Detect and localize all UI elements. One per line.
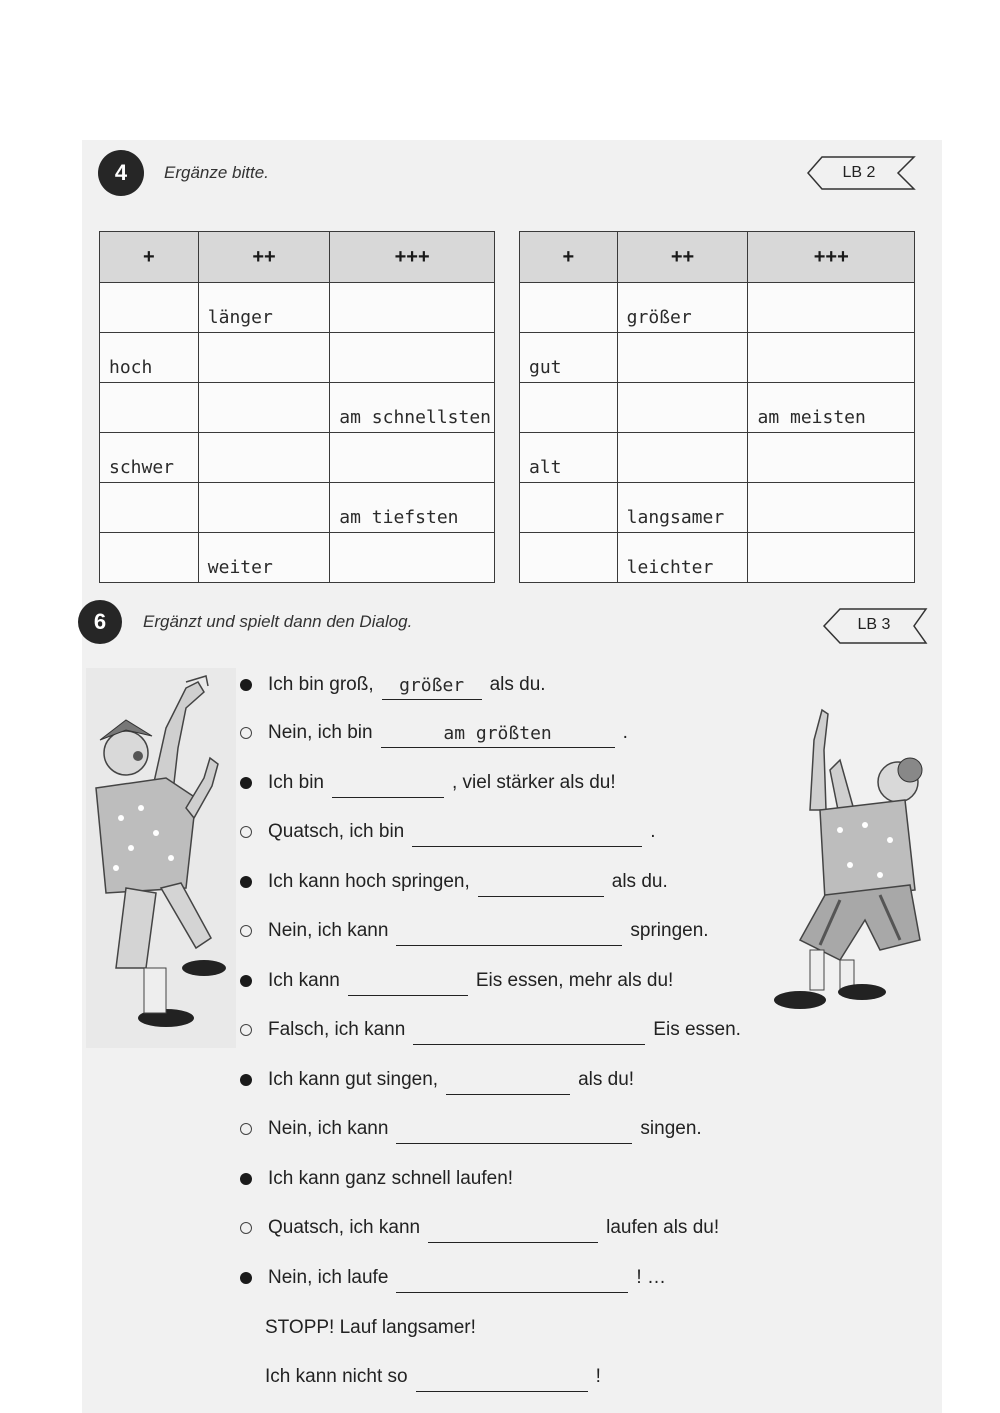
dialog-line [240,916,709,946]
dialog-line [240,1065,634,1095]
dialog-text-before: Nein, ich kann [268,920,389,941]
answer-blank[interactable]: am größten [381,723,615,748]
dialog-text-after: als du! [578,1069,635,1090]
table-row [100,383,495,433]
dialog-text-before: Ich kann ganz schnell laufen! [268,1168,514,1189]
dialog-line [240,1015,741,1045]
dialog-text-after: Eis essen, mehr als du! [475,970,674,991]
dialog-line [265,1362,601,1392]
clown-left-illustration [86,668,236,1048]
filled-bullet-icon [240,1173,252,1185]
dialog-text-after: . [622,722,628,743]
dialog-text-before: Ich kann hoch springen, [268,871,470,892]
table-cell[interactable] [748,483,915,533]
dialog-text-before: Ich bin groß, [268,674,374,695]
table-cell[interactable] [330,533,495,583]
dialog-text-before: Quatsch, ich bin [268,821,405,842]
dialog-text-before: Quatsch, ich kann [268,1217,421,1238]
table-cell[interactable]: am tiefsten [330,483,495,533]
table-header: + [100,232,199,283]
table-cell[interactable] [330,433,495,483]
dialog-text-before: Ich kann nicht so [265,1366,408,1387]
dialog-text-before: STOPP! Lauf langsamer! [265,1317,476,1338]
dialog-line [240,867,668,897]
exercise-6-title: Ergänzt und spielt dann den Dialog. [143,612,413,631]
exercise-6-lb-label: LB 3 [857,616,891,633]
exercise-4-title: Ergänze bitte. [164,163,269,182]
answer-blank[interactable] [446,1070,570,1095]
dialog-text-before: Falsch, ich kann [268,1019,406,1040]
dialog-text-after: , viel stärker als du! [451,772,616,793]
table-cell[interactable] [100,283,199,333]
filled-bullet-icon [240,1272,252,1284]
table-cell[interactable] [520,283,618,333]
open-bullet-icon [240,1222,252,1234]
table-cell[interactable]: weiter [198,533,330,583]
dialog-text-after: ! … [636,1267,666,1288]
open-bullet-icon [240,826,252,838]
filled-bullet-icon [240,1074,252,1086]
filled-bullet-icon [240,876,252,888]
dialog-line [240,817,656,847]
dialog-line [240,1164,513,1194]
table-cell[interactable]: gut [520,333,618,383]
table-cell[interactable] [520,483,618,533]
dialog-line [240,768,616,798]
exercise-4-lb-label: LB 2 [842,164,876,181]
clown-right-illustration [770,700,928,1030]
table-cell[interactable]: alt [520,433,618,483]
dialog-text-after: ! [595,1366,601,1387]
table-row [100,533,495,583]
answer-blank[interactable] [332,773,444,798]
dialog-line [265,1313,476,1343]
dialog-text-after: . [650,821,656,842]
filled-bullet-icon [240,975,252,987]
exercise-6-lb-tag [822,608,928,642]
dialog-text-after: als du. [611,871,668,892]
dialog-text-before: Ich bin [268,772,324,793]
answer-blank[interactable] [396,921,622,946]
table-cell[interactable] [198,383,330,433]
table-row [100,333,495,383]
answer-blank[interactable] [413,1020,645,1045]
table-cell[interactable] [100,383,199,433]
dialog-line [240,966,673,996]
filled-bullet-icon [240,777,252,789]
table-header: ++ [198,232,330,283]
table-header: +++ [748,232,915,283]
table-row [520,383,915,433]
answer-blank[interactable] [396,1268,628,1293]
dialog-text-after: laufen als du! [606,1217,720,1238]
table-cell[interactable] [617,433,748,483]
answer-blank[interactable]: größer [382,675,482,700]
filled-bullet-icon [240,679,252,691]
answer-blank[interactable] [396,1119,632,1144]
table-cell[interactable]: hoch [100,333,199,383]
table-cell[interactable] [198,333,330,383]
table-header: + [520,232,618,283]
table-row [100,483,495,533]
answer-blank[interactable] [412,822,642,847]
table-row [520,333,915,383]
table-row [520,483,915,533]
table-cell[interactable]: leichter [617,533,748,583]
table-cell[interactable]: am meisten [748,383,915,433]
open-bullet-icon [240,1123,252,1135]
exercise-4-number: 4 [98,150,144,196]
dialog-text-before: Nein, ich kann [268,1118,389,1139]
comparison-table-left [99,231,495,583]
exercise-4-lb-tag [806,156,916,190]
table-row [100,283,495,333]
dialog-text-after: Eis essen. [653,1019,741,1040]
table-row [100,433,495,483]
table-row [520,283,915,333]
table-cell[interactable] [198,433,330,483]
answer-blank[interactable] [478,872,604,897]
dialog-text-before: Ich kann gut singen, [268,1069,439,1090]
table-cell[interactable] [748,333,915,383]
answer-blank[interactable] [416,1367,588,1392]
table-cell[interactable] [330,283,495,333]
dialog-line [240,1263,666,1293]
table-cell[interactable] [748,433,915,483]
table-cell[interactable] [617,333,748,383]
dialog-text-before: Nein, ich laufe [268,1267,389,1288]
dialog-line [240,718,628,748]
comparison-table-right [519,231,915,583]
dialog-text-before: Ich kann [268,970,340,991]
open-bullet-icon [240,1024,252,1036]
table-cell[interactable]: länger [198,283,330,333]
answer-blank[interactable] [348,971,468,996]
table-cell[interactable]: schwer [100,433,199,483]
table-cell[interactable]: langsamer [617,483,748,533]
table-cell[interactable] [520,383,618,433]
table-cell[interactable] [330,333,495,383]
table-cell[interactable] [198,483,330,533]
dialog-text-after: springen. [630,920,709,941]
table-cell[interactable] [748,283,915,333]
table-row [520,533,915,583]
dialog-text-after: singen. [640,1118,702,1139]
open-bullet-icon [240,727,252,739]
dialog-text-after: als du. [489,674,546,695]
dialog-line [240,1213,719,1243]
table-cell[interactable] [748,533,915,583]
table-row [520,433,915,483]
table-cell[interactable]: am schnellsten [330,383,495,433]
table-header: ++ [617,232,748,283]
table-cell[interactable] [100,533,199,583]
answer-blank[interactable] [428,1218,598,1243]
table-cell[interactable] [617,383,748,433]
exercise-6-number: 6 [78,600,122,644]
table-cell[interactable] [100,483,199,533]
dialog-text-before: Nein, ich bin [268,722,373,743]
table-header: +++ [330,232,495,283]
table-cell[interactable]: größer [617,283,748,333]
open-bullet-icon [240,925,252,937]
dialog-line [240,1114,702,1144]
table-cell[interactable] [520,533,618,583]
dialog-line [240,670,546,700]
